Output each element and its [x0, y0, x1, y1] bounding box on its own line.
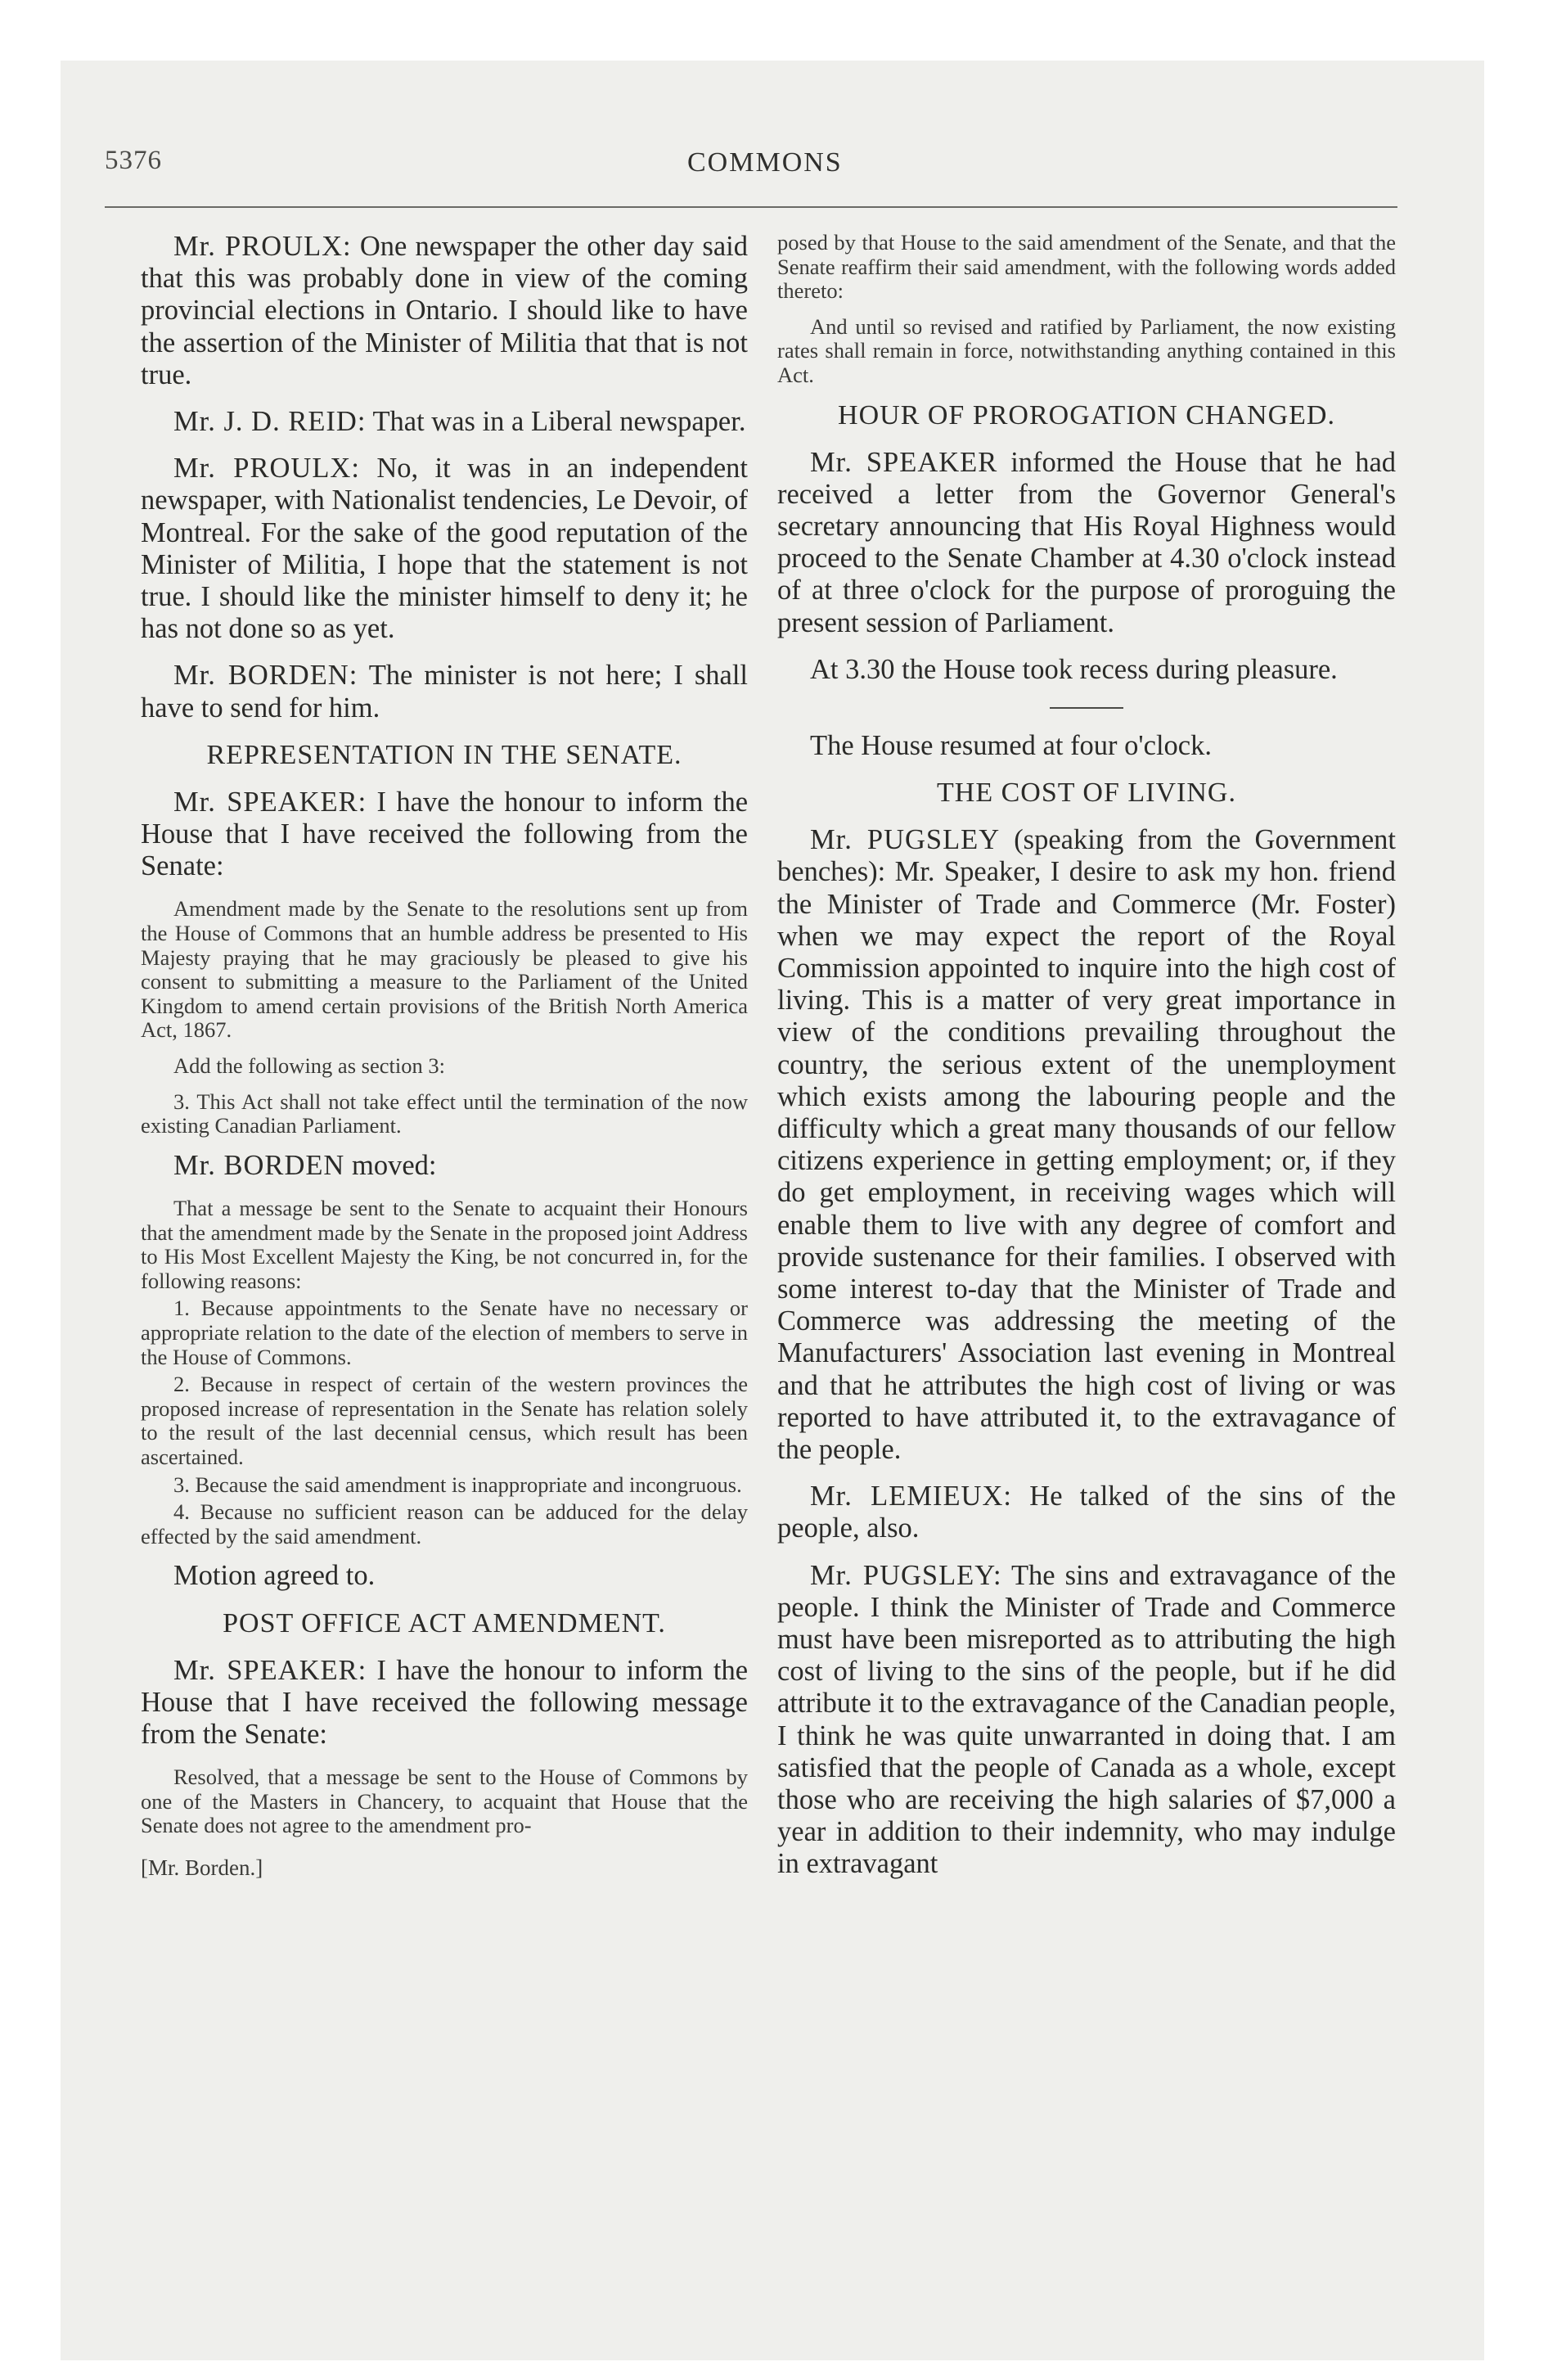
quoted-text: That a message be sent to the Senate to acquaint their Honours that the amendment made by the Senate in the proposed joint Address to His Most Excellent Majesty the King, be not concurred in, for the following reasons:	[141, 1196, 748, 1293]
speech-text: informed the House that he had received a letter from the Governor General's secretary announcing that His Royal Highness would proceed to the Senate Chamber at 4.30 o'clock instead of at three o'clock for the purpose of proroguing the present session of Parliament.	[777, 446, 1397, 638]
quoted-text: Add the following as section 3:	[173, 1053, 445, 1079]
section-heading: HOUR OF PROROGATION CHANGED.	[838, 399, 1335, 430]
paragraph	[141, 1655, 748, 1751]
paragraph	[141, 231, 748, 391]
section-heading: REPRESENTATION IN THE SENATE.	[206, 739, 682, 770]
paragraph: Motion agreed to.	[173, 1560, 376, 1592]
speech-text: moved:	[351, 1149, 437, 1181]
paragraph: The House resumed at four o'clock.	[810, 729, 1212, 761]
quoted-text: 2. Because in respect of certain of the western provinces the proposed increase of representation in the Senate has relation solely to the result of the last decennial census, which result has been ascertained.	[141, 1372, 748, 1469]
footer-reference: [Mr. Borden.]	[141, 1855, 263, 1880]
left-column	[141, 231, 748, 1881]
speaker-name: Mr. PROULX:	[173, 453, 360, 485]
speaker-name: Mr. LEMIEUX:	[810, 1481, 1012, 1512]
paragraph	[777, 824, 1396, 1466]
paragraph	[777, 1560, 1396, 1881]
quoted-text: Resolved, that a message be sent to the House of Commons by one of the Masters in Chancery, to acquaint that House that the Senate does not agree to the amendment pro-	[141, 1765, 748, 1838]
quoted-text: And until so revised and ratified by Parliament, the now existing rates shall remain in force, notwithstanding anything contained in this Act.	[777, 313, 1396, 387]
speech-text: (speaking from the Government benches): Mr. Speaker, I desire to ask my hon. friend the Minister of Trade and Commerce (Mr. Foster) when we may expect the report of the Royal Commission appointed to inquire into the high cost of living. This is a matter of very great importance in view of the conditions prevailing throughout the country, the serious extent of the unemployment which exists among the labouring people and the difficulty which a great many thousands of our fellow citizens experience in getting employment; or, if they do get employment, in receiving wages which will enable them to live with any degree of comfort and provide sustenance for their families. I observed with some interest to-day that the Minister of Trade and Commerce was addressing the meeting of the Manufacturers' Association last evening in Montreal and that he attributes the high cost of living or was reported to have attributed it, to the extravagance of the people.	[777, 824, 1397, 1466]
section-heading: THE COST OF LIVING.	[937, 778, 1236, 809]
speaker-name: Mr. PROULX:	[173, 231, 352, 262]
speaker-name: Mr. SPEAKER:	[173, 786, 367, 818]
speaker-name: Mr. SPEAKER:	[173, 1654, 367, 1686]
paragraph: At 3.30 the House took recess during pleasure.	[810, 653, 1338, 685]
paragraph	[777, 447, 1396, 639]
speaker-name: Mr. PUGSLEY	[810, 824, 1001, 856]
speaker-name: Mr. PUGSLEY:	[810, 1559, 1002, 1591]
section-heading: POST OFFICE ACT AMENDMENT.	[223, 1607, 666, 1639]
header-rule	[105, 206, 1397, 208]
right-column	[777, 231, 1396, 1895]
speech-text: No, it was in an independent newspaper, with Nationalist tendencies, Le Devoir, of Montreal. For the sake of the good reputation of the Minister of Militia, I hope that the statement is not true. I should like the minister himself to deny it; he has not done so as yet.	[141, 453, 749, 645]
quoted-text: 4. Because no sufficient reason can be adduced for the delay effected by the said amendment.	[141, 1499, 748, 1548]
quoted-text: 3. This Act shall not take effect until the termination of the now existing Canadian Parliament.	[141, 1089, 748, 1138]
paragraph	[141, 406, 748, 438]
paragraph	[141, 453, 748, 645]
quoted-text: Amendment made by the Senate to the resolutions sent up from the House of Commons that an humble address be presented to His Majesty praying that he may graciously be pleased to give his consent to submitting a measure to the Parliament of the United Kingdom to amend certain provisions of the British North America Act, 1867.	[141, 896, 748, 1043]
paragraph	[141, 1150, 748, 1182]
paragraph	[141, 787, 748, 883]
speaker-name: Mr. BORDEN	[173, 1149, 345, 1181]
section-divider	[1050, 707, 1123, 709]
speech-text: He talked of the sins of the people, also.	[777, 1481, 1396, 1544]
paragraph	[777, 1481, 1396, 1544]
paragraph	[141, 660, 748, 723]
speaker-name: Mr. J. D. REID:	[173, 406, 367, 438]
speech-text: I have the honour to inform the House that I have received the following from the Senate:	[141, 786, 749, 882]
speaker-name: Mr. BORDEN:	[173, 660, 358, 692]
speech-text: The minister is not here; I shall have to send for him.	[141, 660, 749, 723]
speech-text: One newspaper the other day said that this was probably done in view of the coming provincial elections in Ontario. I should like to have the assertion of the Minister of Militia that that is not true.	[141, 231, 748, 390]
speech-text: That was in a Liberal newspaper.	[372, 406, 746, 438]
page-header: COMMONS	[687, 147, 843, 178]
speech-text: I have the honour to inform the House that I have received the following message from the Senate:	[141, 1654, 749, 1750]
quoted-text: 1. Because appointments to the Senate have no necessary or appropriate relation to the date of the election of members to serve in the House of Commons.	[141, 1296, 748, 1369]
quoted-text: 3. Because the said amendment is inappropriate and incongruous.	[173, 1472, 742, 1497]
page-number: 5376	[105, 146, 162, 175]
speaker-name: Mr. SPEAKER	[810, 446, 998, 478]
quoted-text: posed by that House to the said amendment of the Senate, and that the Senate reaffirm their said amendment, with the following words added thereto:	[777, 230, 1396, 304]
speech-text: The sins and extravagance of the people. I think the Minister of Trade and Commerce must have been misreported as to attributing the high cost of living to the sins of the people, but if he did attribute it to the extravagance of the Canadian people, I think he was quite unwarranted in doing that. I am satisfied that the people of Canada as a whole, except those who are receiving the high salaries of $7,000 a year in addition to their indemnity, who may indulge in extravagant	[777, 1559, 1396, 1880]
